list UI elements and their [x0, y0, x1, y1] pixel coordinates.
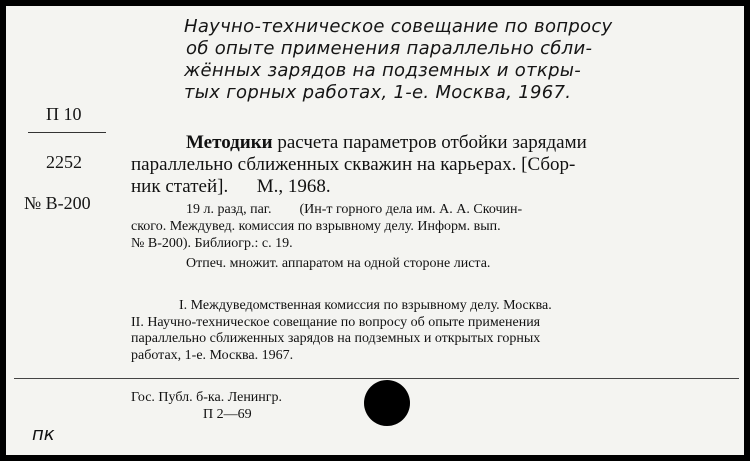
- cataloger-initials: пк: [32, 424, 55, 445]
- bottom-divider: [14, 378, 739, 379]
- handwritten-line: тых горных работах, 1-е. Москва, 1967.: [184, 82, 572, 103]
- printing-note: Отпеч. множит. аппаратом на одной стороне листа.: [186, 256, 491, 271]
- call-number-item: 2252: [46, 152, 82, 172]
- handwritten-line: жённых зарядов на подземных и откры-: [184, 60, 582, 81]
- call-number-series: № В-200: [24, 193, 91, 213]
- handwritten-line: об опыте применения параллельно сбли-: [186, 38, 593, 59]
- tracings: [131, 298, 731, 364]
- tracing-line: работах, 1-е. Москва. 1967.: [131, 347, 294, 363]
- punch-hole: [364, 380, 410, 426]
- title-rest: расчета параметров отбойки зарядами: [272, 132, 587, 153]
- description-line: № В-200). Библиогр.: с. 19.: [131, 236, 293, 251]
- library-name: Гос. Публ. б-ка. Ленингр.: [131, 390, 283, 405]
- library-code: П 2—69: [203, 407, 252, 422]
- title-block: [131, 132, 731, 198]
- description-line: ского. Междувед. комиссия по взрывному делу. Информ. вып.: [131, 219, 501, 234]
- library-stamp: [131, 389, 282, 423]
- physical-description: [131, 201, 731, 272]
- description-line: 19 л. разд, паг. (Ин-т горного дела им. А. А. Скочин-: [186, 202, 523, 217]
- catalog-card: [6, 6, 744, 455]
- tracing-line: I. Междуведомственная комиссия по взрывному делу. Москва.: [179, 298, 552, 313]
- title-line-3: ник статей]. М., 1968.: [131, 176, 331, 197]
- title-line-1: [131, 132, 731, 154]
- call-number-divider: [28, 132, 106, 133]
- handwritten-line: Научно-техническое совещание по вопросу: [184, 16, 613, 37]
- tracing-line: параллельно сближенных зарядов на подземных и открытых горных: [131, 331, 541, 346]
- title-line-2: параллельно сближенных скважин на карьерах. [Сбор-: [131, 154, 576, 175]
- tracing-line: II. Научно-техническое совещание по вопросу об опыте применения: [131, 314, 541, 330]
- call-number-class: П 10: [46, 104, 82, 124]
- title-lead: Методики: [186, 132, 273, 153]
- handwritten-note: [184, 16, 744, 104]
